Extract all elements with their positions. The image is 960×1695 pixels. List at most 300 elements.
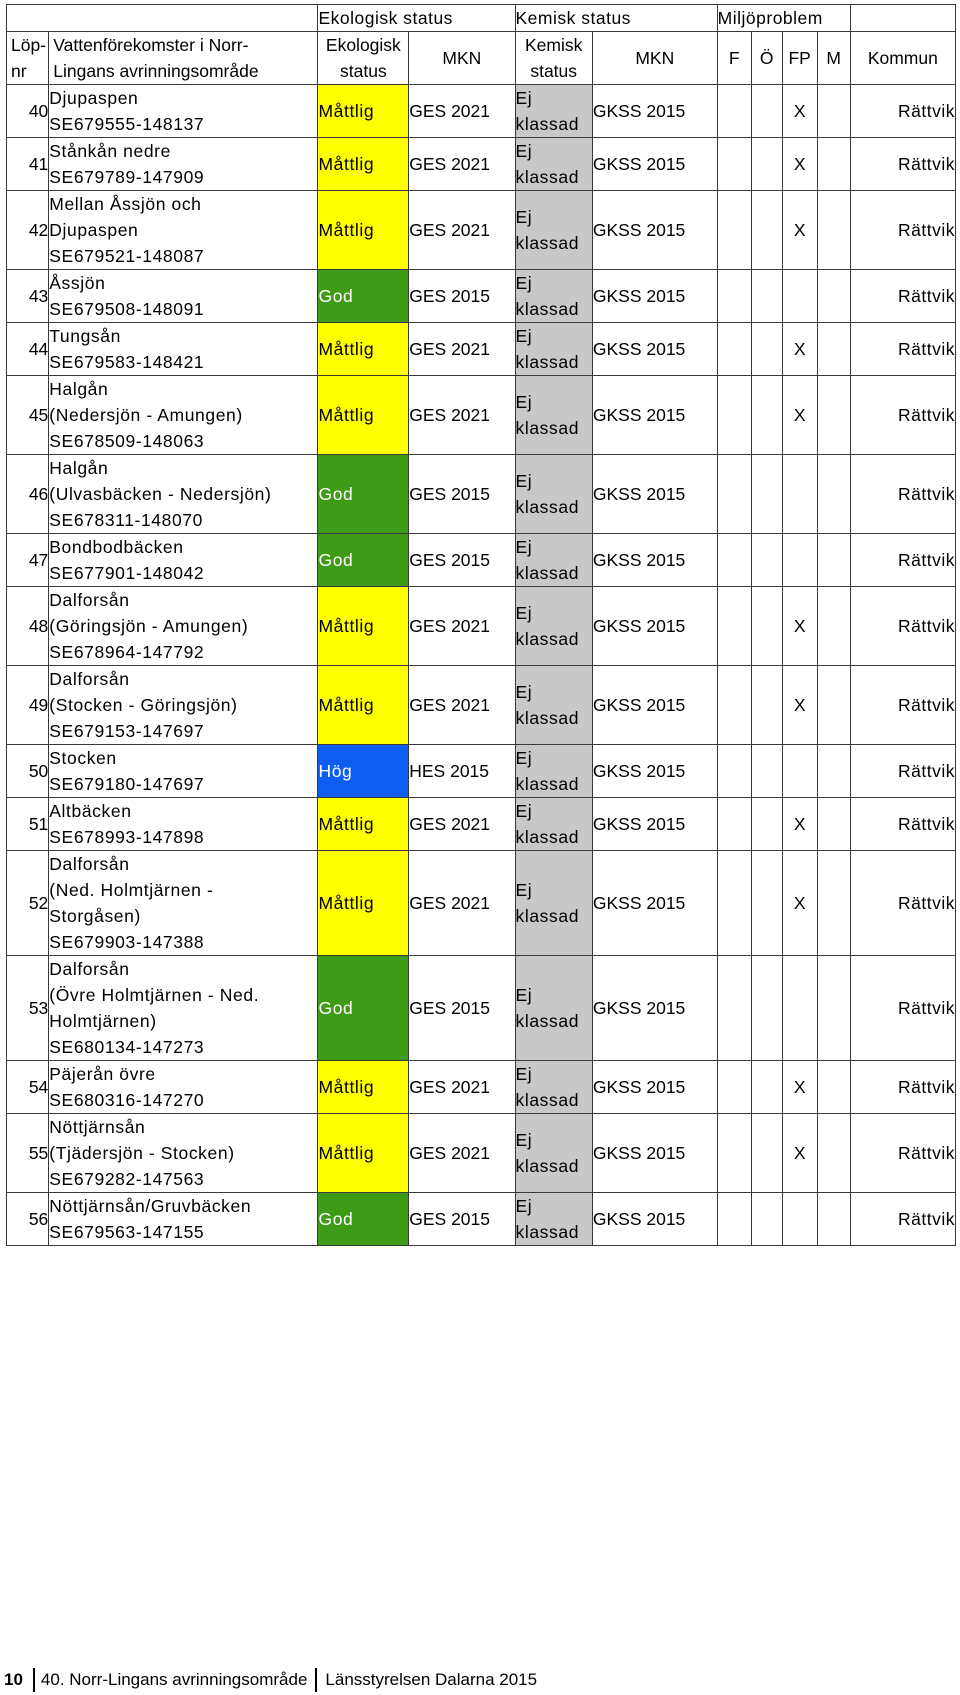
problem-m-cell [817, 1193, 850, 1246]
table-row [7, 1061, 956, 1114]
problem-m-cell [817, 956, 850, 1061]
column-header-lopnr [7, 32, 49, 85]
ecological-status-cell: Måttlig [318, 666, 409, 745]
problem-f-cell [717, 534, 751, 587]
chemical-mkn-cell: GKSS 2015 [592, 376, 717, 455]
ecological-mkn-cell: GES 2021 [409, 587, 515, 666]
chemical-status-line: Ej [515, 880, 533, 900]
table-row [7, 851, 956, 956]
table-row [7, 587, 956, 666]
problem-fp-cell: X [782, 587, 817, 666]
chemical-status-line: Ej [515, 326, 533, 346]
chemical-status-line: klassad [515, 1011, 580, 1031]
kommun-cell: Rättvik [850, 270, 955, 323]
water-body-name-line: SE678993-147898 [49, 827, 205, 847]
chemical-status-cell [515, 1114, 592, 1193]
ecological-status-cell: Måttlig [318, 191, 409, 270]
water-body-name-line: (Stocken - Göringsjön) [49, 695, 238, 715]
problem-f-cell [717, 1061, 751, 1114]
problem-o-cell [751, 587, 782, 666]
group-header-kemisk: Kemisk status [515, 5, 717, 32]
water-body-name-line: (Göringsjön - Amungen) [49, 616, 249, 636]
column-header-fp: FP [782, 32, 817, 85]
water-body-name-line: SE679789-147909 [49, 167, 205, 187]
chemical-status-line: klassad [515, 233, 580, 253]
chemical-status-cell [515, 191, 592, 270]
water-body-name-line: SE680316-147270 [49, 1090, 205, 1110]
water-body-name [49, 587, 318, 666]
row-number: 41 [7, 138, 49, 191]
chemical-status-line: klassad [515, 497, 580, 517]
water-body-name-line: Dalforsån [49, 959, 130, 979]
chemical-status-line: Ej [515, 273, 533, 293]
water-body-name-line: Halgån [49, 458, 109, 478]
chemical-mkn-cell: GKSS 2015 [592, 745, 717, 798]
row-number: 45 [7, 376, 49, 455]
problem-o-cell [751, 323, 782, 376]
footer-divider [33, 1668, 35, 1692]
problem-f-cell [717, 1114, 751, 1193]
water-body-name [49, 745, 318, 798]
row-number: 48 [7, 587, 49, 666]
water-body-name [49, 455, 318, 534]
chemical-status-line: Ej [515, 141, 533, 161]
chemical-status-line: Ej [515, 801, 533, 821]
kommun-cell: Rättvik [850, 85, 955, 138]
column-header-mkn-kemisk: MKN [592, 32, 717, 85]
kommun-cell: Rättvik [850, 587, 955, 666]
column-header-mkn-ekologisk: MKN [409, 32, 515, 85]
ecological-status-cell: Måttlig [318, 323, 409, 376]
table-row [7, 1114, 956, 1193]
chemical-status-cell [515, 587, 592, 666]
column-header-kemisk-status [515, 32, 592, 85]
table-row [7, 455, 956, 534]
ecological-mkn-cell: GES 2021 [409, 1061, 515, 1114]
water-body-name-line: (Övre Holmtjärnen - Ned. [49, 985, 260, 1005]
chemical-mkn-cell: GKSS 2015 [592, 1193, 717, 1246]
water-body-name-line: SE679282-147563 [49, 1169, 205, 1189]
ecological-status-cell: Måttlig [318, 1061, 409, 1114]
problem-fp-cell: X [782, 1061, 817, 1114]
ecological-status-cell: God [318, 1193, 409, 1246]
ecological-status-cell: Måttlig [318, 376, 409, 455]
problem-f-cell [717, 666, 751, 745]
water-body-name-line: SE678964-147792 [49, 642, 205, 662]
problem-fp-cell: X [782, 191, 817, 270]
problem-fp-cell [782, 956, 817, 1061]
kommun-cell: Rättvik [850, 851, 955, 956]
group-header-empty [7, 5, 318, 32]
water-body-name-line: SE678311-148070 [49, 510, 203, 530]
row-number: 53 [7, 956, 49, 1061]
row-number: 44 [7, 323, 49, 376]
kommun-cell: Rättvik [850, 138, 955, 191]
table-row [7, 191, 956, 270]
ecological-status-cell: Måttlig [318, 85, 409, 138]
problem-o-cell [751, 798, 782, 851]
chemical-status-cell [515, 798, 592, 851]
chemical-status-cell [515, 455, 592, 534]
ecological-status-cell: Måttlig [318, 138, 409, 191]
kommun-cell: Rättvik [850, 376, 955, 455]
problem-m-cell [817, 85, 850, 138]
table-row [7, 1193, 956, 1246]
problem-f-cell [717, 85, 751, 138]
problem-fp-cell [782, 534, 817, 587]
water-body-name-line: Tungsån [49, 326, 121, 346]
page-number: 10 [4, 1670, 23, 1689]
footer-publisher: Länsstyrelsen Dalarna 2015 [325, 1670, 538, 1689]
row-number: 49 [7, 666, 49, 745]
kommun-cell: Rättvik [850, 1193, 955, 1246]
water-body-name [49, 798, 318, 851]
water-body-name-line: Halgån [49, 379, 109, 399]
water-body-name [49, 138, 318, 191]
kommun-cell: Rättvik [850, 666, 955, 745]
water-body-name-line: Bondbodbäcken [49, 537, 184, 557]
chemical-status-line: klassad [515, 299, 580, 319]
water-body-name-line: (Ned. Holmtjärnen - [49, 880, 214, 900]
chemical-status-line: Ej [515, 1196, 533, 1216]
chemical-mkn-cell: GKSS 2015 [592, 85, 717, 138]
column-header-f: F [717, 32, 751, 85]
kommun-cell: Rättvik [850, 956, 955, 1061]
chemical-status-cell [515, 376, 592, 455]
problem-fp-cell [782, 270, 817, 323]
ecological-mkn-cell: GES 2015 [409, 534, 515, 587]
chemical-status-line: klassad [515, 827, 580, 847]
chemical-status-cell [515, 745, 592, 798]
footer-chapter: 40. Norr-Lingans avrinningsområde [40, 1670, 308, 1689]
problem-f-cell [717, 587, 751, 666]
water-body-name-line: Päjerån övre [49, 1064, 156, 1084]
problem-fp-cell: X [782, 376, 817, 455]
ecological-status-cell: Hög [318, 745, 409, 798]
water-body-name-line: Altbäcken [49, 801, 132, 821]
chemical-status-cell [515, 85, 592, 138]
chemical-status-cell [515, 270, 592, 323]
column-header-ekologisk-status [318, 32, 409, 85]
water-body-name-line: SE679903-147388 [49, 932, 205, 952]
ecological-status-cell: God [318, 455, 409, 534]
water-body-name-line: SE678509-148063 [49, 431, 205, 451]
problem-m-cell [817, 455, 850, 534]
chemical-status-line: Ej [515, 88, 533, 108]
water-body-name-line: SE679555-148137 [49, 114, 205, 134]
problem-m-cell [817, 191, 850, 270]
row-number: 46 [7, 455, 49, 534]
chemical-status-line: Ej [515, 748, 533, 768]
water-body-name [49, 191, 318, 270]
kommun-cell: Rättvik [850, 534, 955, 587]
table-row [7, 534, 956, 587]
chemical-status-line: klassad [515, 1156, 580, 1176]
problem-o-cell [751, 851, 782, 956]
table-row [7, 798, 956, 851]
kommun-cell: Rättvik [850, 1061, 955, 1114]
column-header-lopnr-line2: nr [11, 61, 27, 81]
problem-o-cell [751, 191, 782, 270]
problem-m-cell [817, 587, 850, 666]
table-body [7, 85, 956, 1246]
row-number: 43 [7, 270, 49, 323]
water-body-name-line: Dalforsån [49, 669, 130, 689]
chemical-status-cell [515, 1061, 592, 1114]
problem-fp-cell: X [782, 138, 817, 191]
water-body-name-line: SE677901-148042 [49, 563, 205, 583]
chemical-mkn-cell: GKSS 2015 [592, 191, 717, 270]
water-status-table [6, 4, 956, 1246]
table-row [7, 745, 956, 798]
row-number: 51 [7, 798, 49, 851]
chemical-status-line: Ej [515, 471, 533, 491]
column-header-lopnr-line1: Löp- [11, 35, 47, 55]
water-body-name-line: Nöttjärnsån/Gruvbäcken [49, 1196, 252, 1216]
chemical-mkn-cell: GKSS 2015 [592, 534, 717, 587]
chemical-mkn-cell: GKSS 2015 [592, 323, 717, 376]
column-header-kommun: Kommun [850, 32, 955, 85]
ecological-mkn-cell: GES 2021 [409, 323, 515, 376]
chemical-status-line: klassad [515, 774, 580, 794]
row-number: 52 [7, 851, 49, 956]
chemical-mkn-cell: GKSS 2015 [592, 851, 717, 956]
chemical-status-line: klassad [515, 418, 580, 438]
problem-fp-cell: X [782, 851, 817, 956]
ecological-mkn-cell: GES 2021 [409, 138, 515, 191]
column-header-o: Ö [751, 32, 782, 85]
chemical-mkn-cell: GKSS 2015 [592, 455, 717, 534]
chemical-status-cell [515, 1193, 592, 1246]
ecological-status-cell: Måttlig [318, 587, 409, 666]
ecological-mkn-cell: HES 2015 [409, 745, 515, 798]
problem-fp-cell: X [782, 798, 817, 851]
chemical-status-line: Ej [515, 392, 533, 412]
ecological-status-cell: God [318, 270, 409, 323]
problem-m-cell [817, 534, 850, 587]
problem-m-cell [817, 376, 850, 455]
chemical-status-cell [515, 138, 592, 191]
kommun-cell: Rättvik [850, 798, 955, 851]
problem-f-cell [717, 138, 751, 191]
problem-o-cell [751, 1061, 782, 1114]
problem-m-cell [817, 798, 850, 851]
problem-o-cell [751, 745, 782, 798]
water-body-name [49, 534, 318, 587]
column-header-vattenforekomster [49, 32, 318, 85]
problem-m-cell [817, 138, 850, 191]
kommun-cell: Rättvik [850, 455, 955, 534]
problem-f-cell [717, 323, 751, 376]
water-body-name [49, 376, 318, 455]
chemical-mkn-cell: GKSS 2015 [592, 587, 717, 666]
water-body-name-line: (Ulvasbäcken - Nedersjön) [49, 484, 272, 504]
ecological-status-cell: Måttlig [318, 1114, 409, 1193]
problem-o-cell [751, 1193, 782, 1246]
group-header-row [7, 5, 956, 32]
row-number: 50 [7, 745, 49, 798]
chemical-mkn-cell: GKSS 2015 [592, 1061, 717, 1114]
column-header-kemisk-line1: Kemisk [524, 35, 583, 55]
row-number: 40 [7, 85, 49, 138]
chemical-status-line: klassad [515, 114, 580, 134]
column-header-row [7, 32, 956, 85]
table-row [7, 376, 956, 455]
ecological-mkn-cell: GES 2015 [409, 956, 515, 1061]
chemical-status-line: klassad [515, 1090, 580, 1110]
chemical-status-line: klassad [515, 563, 580, 583]
chemical-status-cell [515, 956, 592, 1061]
chemical-mkn-cell: GKSS 2015 [592, 798, 717, 851]
problem-f-cell [717, 956, 751, 1061]
chemical-status-line: klassad [515, 629, 580, 649]
group-header-ekologisk: Ekologisk status [318, 5, 515, 32]
water-body-name [49, 1061, 318, 1114]
problem-fp-cell [782, 745, 817, 798]
chemical-status-cell [515, 534, 592, 587]
column-header-ekologisk-line1: Ekologisk [325, 35, 401, 55]
kommun-cell: Rättvik [850, 323, 955, 376]
footer-divider [315, 1668, 317, 1692]
water-body-name-line: Dalforsån [49, 854, 130, 874]
ecological-mkn-cell: GES 2021 [409, 851, 515, 956]
problem-o-cell [751, 85, 782, 138]
ecological-mkn-cell: GES 2015 [409, 270, 515, 323]
problem-f-cell [717, 851, 751, 956]
water-body-name-line: SE680134-147273 [49, 1037, 205, 1057]
problem-m-cell [817, 1114, 850, 1193]
water-body-name [49, 851, 318, 956]
chemical-status-line: klassad [515, 708, 580, 728]
water-body-name-line: SE679508-148091 [49, 299, 205, 319]
column-header-vattenforekomster-line1: Vattenförekomster i Norr- [53, 35, 249, 55]
row-number: 56 [7, 1193, 49, 1246]
problem-o-cell [751, 534, 782, 587]
row-number: 42 [7, 191, 49, 270]
ecological-mkn-cell: GES 2015 [409, 1193, 515, 1246]
problem-fp-cell [782, 1193, 817, 1246]
chemical-mkn-cell: GKSS 2015 [592, 270, 717, 323]
table-row [7, 138, 956, 191]
water-body-name-line: Mellan Åssjön och [49, 194, 202, 214]
water-body-name-line: SE679583-148421 [49, 352, 205, 372]
ecological-mkn-cell: GES 2021 [409, 191, 515, 270]
problem-o-cell [751, 270, 782, 323]
table-row [7, 85, 956, 138]
table-row [7, 270, 956, 323]
problem-fp-cell [782, 455, 817, 534]
chemical-status-line: Ej [515, 1064, 533, 1084]
chemical-status-cell [515, 666, 592, 745]
problem-o-cell [751, 376, 782, 455]
water-body-name-line: (Tjädersjön - Stocken) [49, 1143, 235, 1163]
water-body-name-line: SE679153-147697 [49, 721, 205, 741]
chemical-status-line: Ej [515, 537, 533, 557]
problem-m-cell [817, 1061, 850, 1114]
problem-m-cell [817, 851, 850, 956]
problem-o-cell [751, 666, 782, 745]
chemical-status-cell [515, 851, 592, 956]
problem-f-cell [717, 745, 751, 798]
ecological-mkn-cell: GES 2021 [409, 85, 515, 138]
ecological-mkn-cell: GES 2021 [409, 1114, 515, 1193]
column-header-m: M [817, 32, 850, 85]
row-number: 54 [7, 1061, 49, 1114]
problem-m-cell [817, 323, 850, 376]
chemical-status-line: Ej [515, 603, 533, 623]
problem-m-cell [817, 666, 850, 745]
water-body-name [49, 270, 318, 323]
table-row [7, 323, 956, 376]
chemical-status-line: klassad [515, 906, 580, 926]
water-body-name-line: Stånkån nedre [49, 141, 171, 161]
water-body-name [49, 1193, 318, 1246]
water-body-name-line: Åssjön [49, 273, 106, 293]
water-body-name-line: SE679521-148087 [49, 246, 205, 266]
row-number: 55 [7, 1114, 49, 1193]
ecological-status-cell: Måttlig [318, 798, 409, 851]
problem-fp-cell: X [782, 85, 817, 138]
water-body-name [49, 666, 318, 745]
table-row [7, 666, 956, 745]
column-header-vattenforekomster-line2: Lingans avrinningsområde [53, 61, 259, 81]
problem-fp-cell: X [782, 323, 817, 376]
problem-o-cell [751, 956, 782, 1061]
problem-f-cell [717, 455, 751, 534]
water-body-name-line: SE679180-147697 [49, 774, 205, 794]
kommun-cell: Rättvik [850, 191, 955, 270]
kommun-cell: Rättvik [850, 745, 955, 798]
ecological-mkn-cell: GES 2021 [409, 798, 515, 851]
table-row [7, 956, 956, 1061]
row-number: 47 [7, 534, 49, 587]
kommun-cell: Rättvik [850, 1114, 955, 1193]
water-body-name-line: Nöttjärnsån [49, 1117, 146, 1137]
ecological-status-cell: God [318, 956, 409, 1061]
problem-f-cell [717, 270, 751, 323]
problem-o-cell [751, 455, 782, 534]
chemical-mkn-cell: GKSS 2015 [592, 138, 717, 191]
chemical-status-line: klassad [515, 352, 580, 372]
chemical-status-line: klassad [515, 167, 580, 187]
problem-f-cell [717, 191, 751, 270]
water-body-name-line: Dalforsån [49, 590, 130, 610]
group-header-empty-kommun [850, 5, 955, 32]
water-body-name-line: Storgåsen) [49, 906, 141, 926]
chemical-mkn-cell: GKSS 2015 [592, 956, 717, 1061]
problem-fp-cell: X [782, 666, 817, 745]
chemical-mkn-cell: GKSS 2015 [592, 666, 717, 745]
water-body-name-line: Djupaspen [49, 220, 139, 240]
problem-m-cell [817, 270, 850, 323]
water-body-name-line: Stocken [49, 748, 117, 768]
ecological-mkn-cell: GES 2015 [409, 455, 515, 534]
water-body-name-line: (Nedersjön - Amungen) [49, 405, 243, 425]
problem-m-cell [817, 745, 850, 798]
water-body-name [49, 956, 318, 1061]
water-body-name-line: SE679563-147155 [49, 1222, 205, 1242]
chemical-status-line: Ej [515, 1130, 533, 1150]
water-body-name [49, 85, 318, 138]
column-header-ekologisk-line2: status [340, 61, 387, 81]
ecological-mkn-cell: GES 2021 [409, 666, 515, 745]
water-body-name [49, 1114, 318, 1193]
page-footer [4, 1668, 537, 1692]
ecological-status-cell: Måttlig [318, 851, 409, 956]
column-header-kemisk-line2: status [530, 61, 578, 81]
water-body-name-line: Djupaspen [49, 88, 139, 108]
problem-f-cell [717, 1193, 751, 1246]
